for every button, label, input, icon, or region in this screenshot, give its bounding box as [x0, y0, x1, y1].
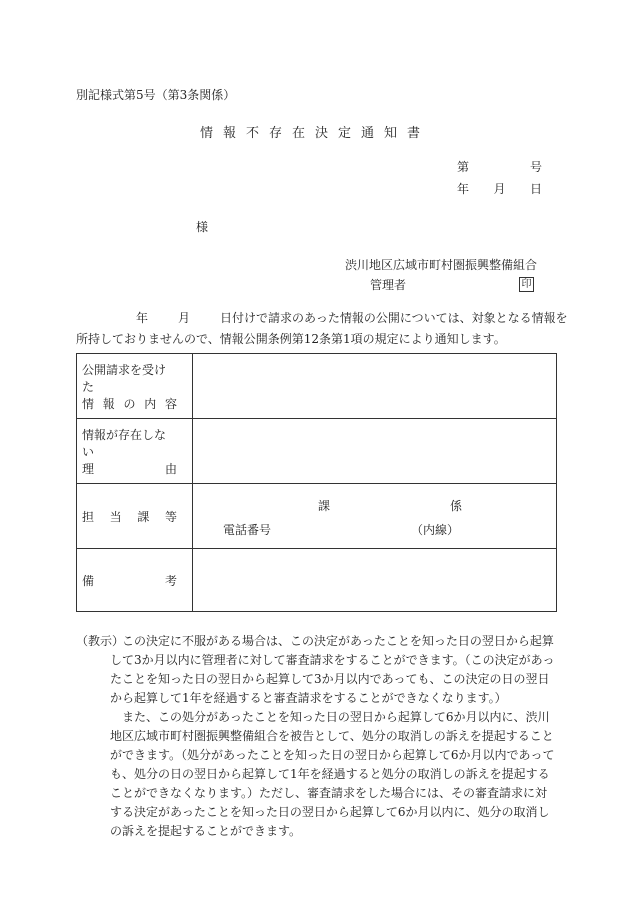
- value-department[interactable]: [193, 484, 557, 549]
- label-line-justified: [82, 395, 177, 412]
- table-row-reason: [77, 419, 557, 484]
- label-char: 担: [82, 509, 95, 524]
- label-char: 備: [82, 573, 95, 588]
- document-number: [457, 158, 542, 175]
- document-date: [457, 180, 542, 197]
- label-char: 等: [164, 509, 177, 524]
- label-char: 内: [144, 396, 157, 411]
- label-department: [77, 484, 193, 549]
- number-suffix: 号: [529, 160, 542, 174]
- seal-stamp: 印: [519, 277, 534, 292]
- notes-tag: （教示）: [76, 634, 125, 648]
- body-line-2: 所持しておりませんので、情報公開条例第12条第1項の規定により通知します。: [76, 332, 506, 346]
- label-remarks: [77, 549, 193, 612]
- body-year: 年: [136, 311, 149, 325]
- label-line: 公開請求を受けた: [82, 362, 167, 394]
- value-info-content[interactable]: [193, 354, 557, 419]
- body-text-1: 日付けで請求のあった情報の公開については、対象となる情報を: [220, 311, 568, 325]
- value-remarks[interactable]: [193, 549, 557, 612]
- notes-text: [110, 632, 557, 841]
- label-char: 報: [102, 396, 115, 411]
- table-row-content: [77, 354, 557, 419]
- body-line-1: [76, 309, 568, 326]
- label-line-justified: [82, 508, 177, 525]
- body-month: 月: [178, 311, 191, 325]
- label-line: 情報が存在しない: [82, 427, 167, 459]
- label-char: 由: [164, 461, 177, 476]
- dept-phone-label: 電話番号: [223, 523, 272, 537]
- date-year: 年: [457, 182, 470, 196]
- label-line-justified: [82, 572, 177, 589]
- table-row-remarks: [77, 549, 557, 612]
- date-month: 月: [493, 182, 506, 196]
- value-reason[interactable]: [193, 419, 557, 484]
- label-char: 考: [164, 573, 177, 588]
- dept-kakari: 係: [450, 499, 463, 513]
- info-table: [76, 353, 557, 612]
- addressee: 様: [196, 220, 209, 234]
- label-char: 理: [82, 461, 95, 476]
- dept-extension-label: （内線）: [411, 523, 460, 537]
- issuer-title: 管理者: [370, 278, 407, 292]
- table-row-department: [77, 484, 557, 549]
- document-title: 情報不存在決定通知書: [200, 126, 431, 141]
- notes-paragraph-2: また、この処分があったことを知った日の翌日から起算して6か月以内に、渋川地区広域市町村圏振興整備組合を被告として、処分の取消しの訴えを提起することができます。（処分があったことを知った日の翌日から起算して6か月以内であっても、処分の日の翌日から起算して1年を経過すると処分の取消しの訴えを提起することができなくなります。）ただし、審査請求をした場合には、その審査請求に対する決定があったことを知った日の翌日から起算して6か月以内に、処分の取消しの訴えを提起することができます。: [110, 710, 555, 838]
- instruction-notes: [76, 632, 557, 841]
- notes-paragraph-1: この決定に不服がある場合は、この決定があったことを知った日の翌日から起算して3か月以内に管理者に対して審査請求をすることができます。（この決定があったことを知った日の翌日から起算して3か月以内であっても、この決定の日の翌日から起算して1年を経過すると審査請求をすることができなくなります。）: [110, 634, 555, 705]
- number-prefix: 第: [457, 160, 470, 174]
- label-reason: [77, 419, 193, 484]
- label-char: の: [123, 396, 136, 411]
- issuer-org: 渋川地区広域市町村圏振興整備組合: [345, 258, 538, 272]
- issuer-title-row: [370, 276, 534, 293]
- label-char: 課: [137, 509, 150, 524]
- date-day: 日: [529, 182, 542, 196]
- label-char: 当: [109, 509, 122, 524]
- form-reference: 別記様式第5号（第3条関係）: [76, 88, 236, 102]
- label-line-justified: [82, 460, 177, 477]
- dept-ka: 課: [318, 499, 331, 513]
- label-char: 情: [82, 396, 95, 411]
- label-char: 容: [164, 396, 177, 411]
- label-info-content: [77, 354, 193, 419]
